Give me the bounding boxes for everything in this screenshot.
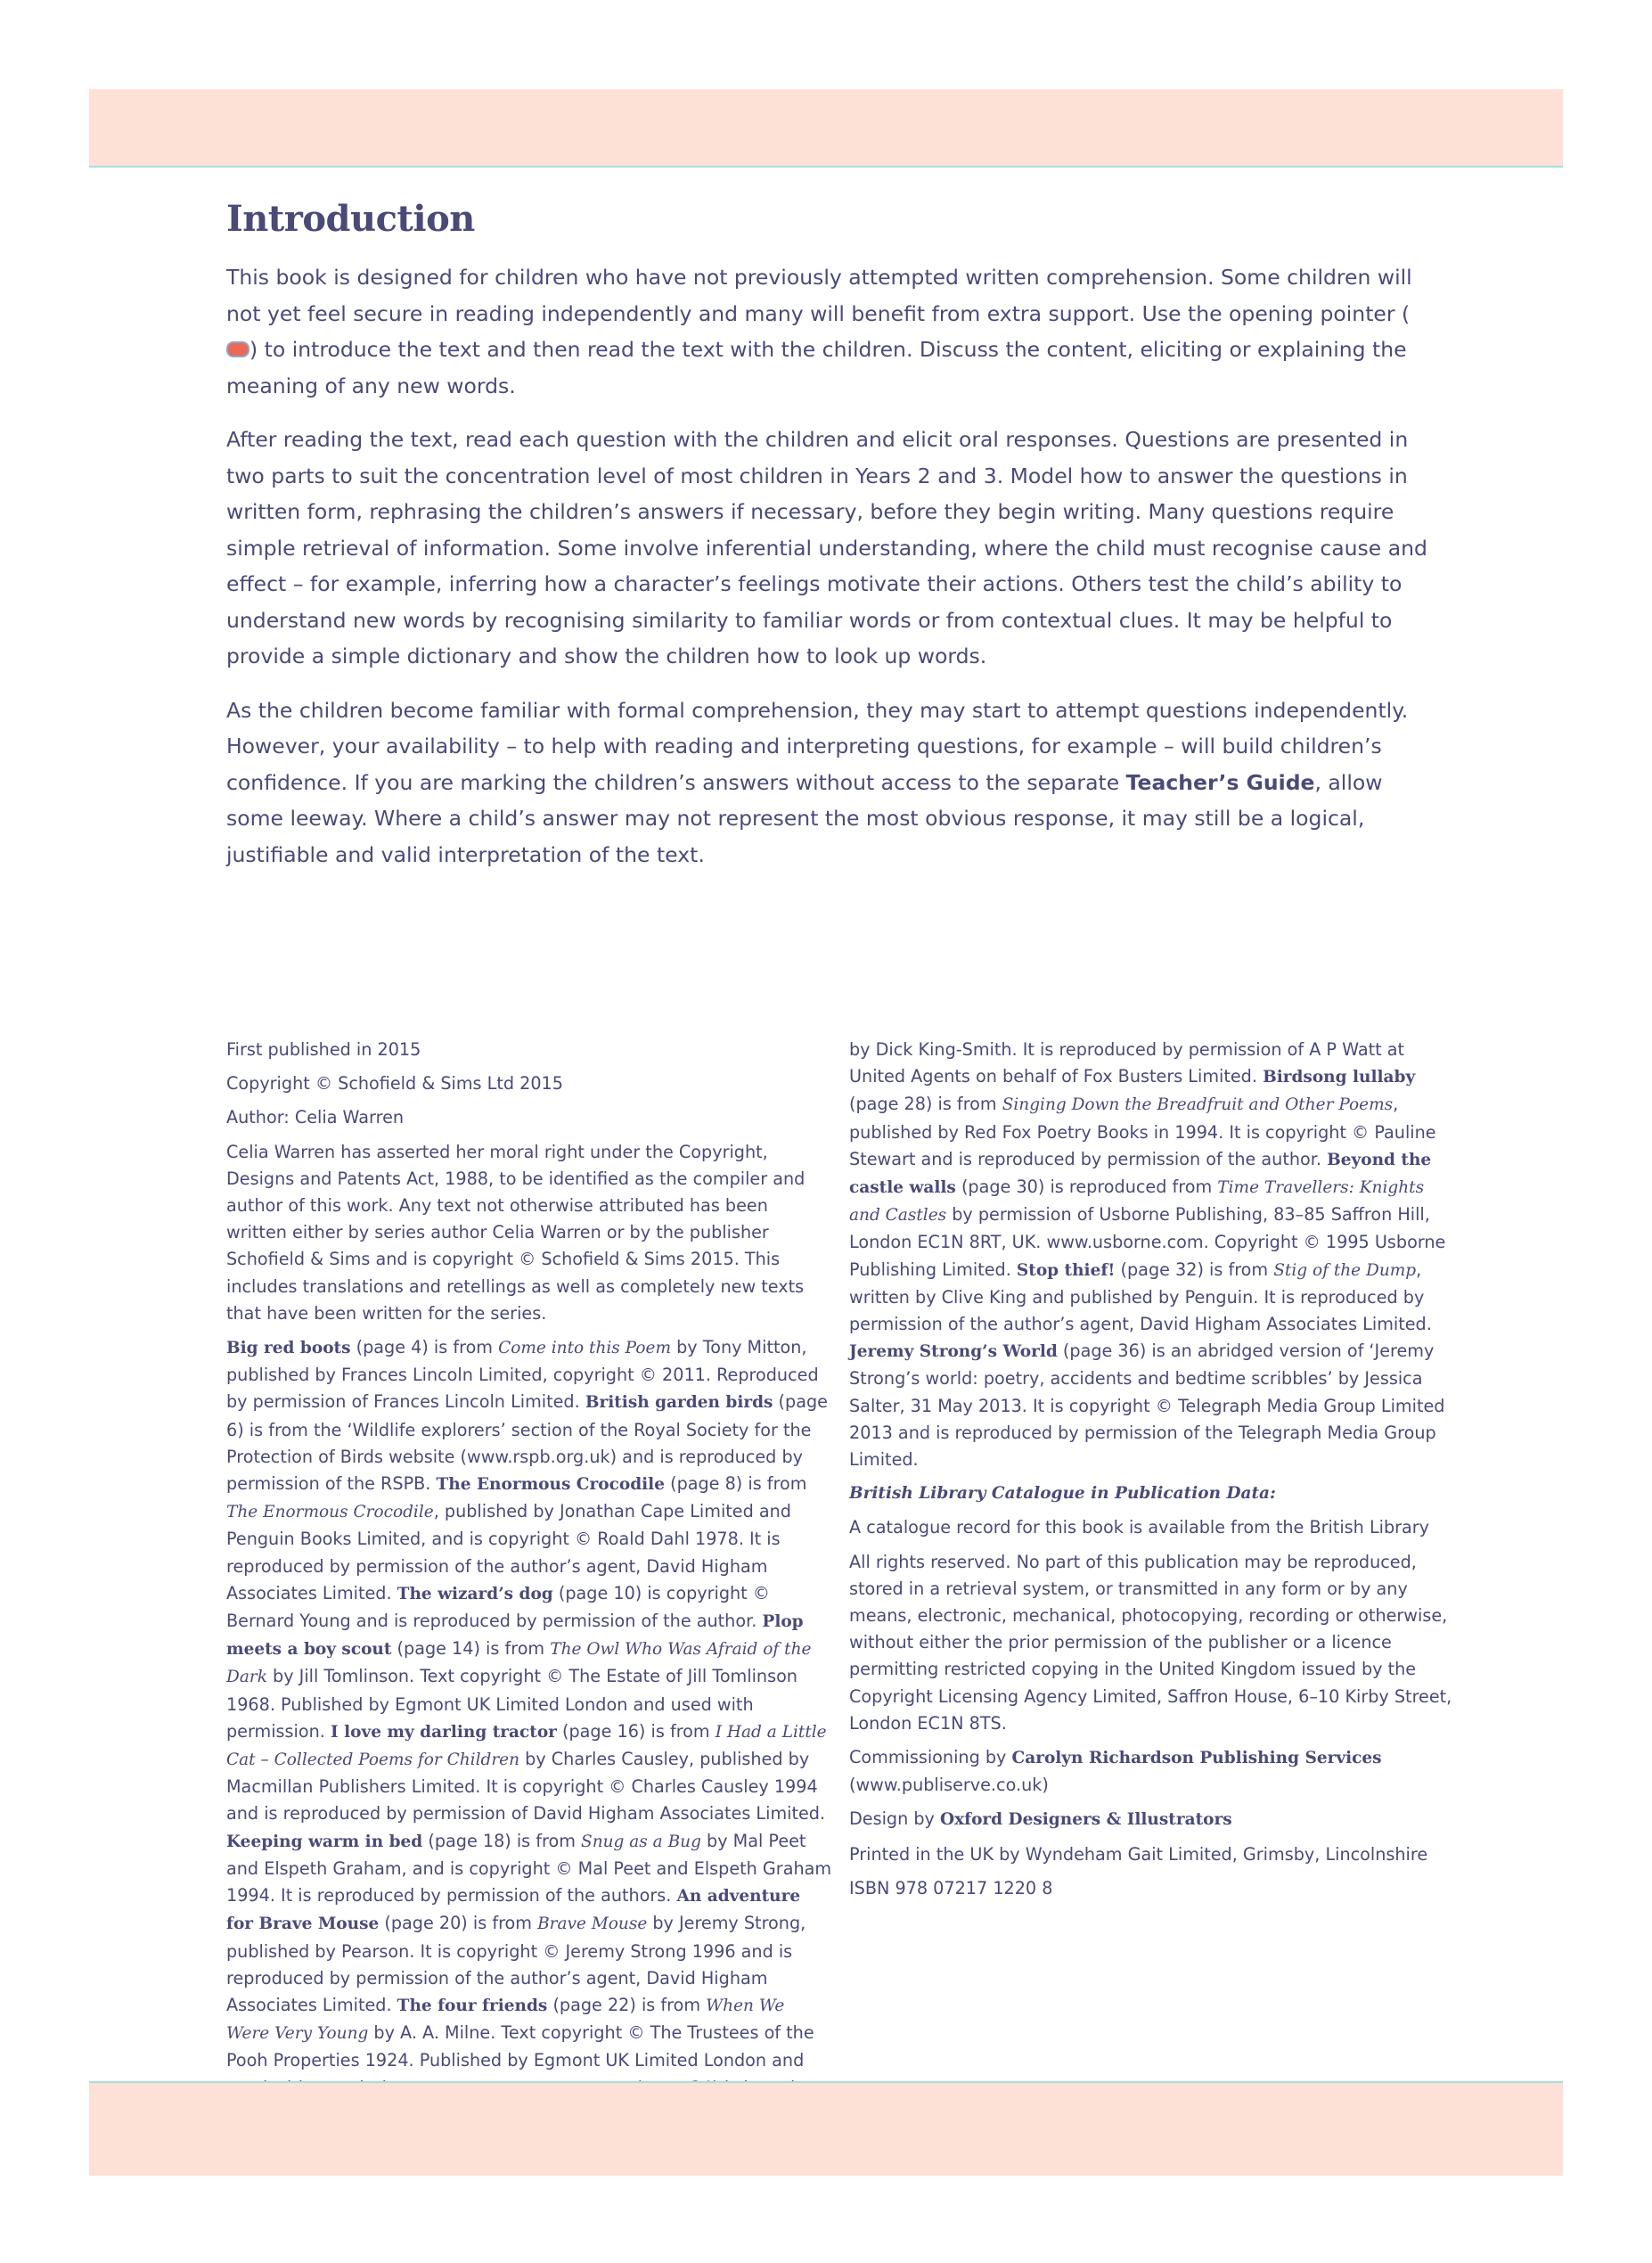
source-title: When We Were Very Young	[226, 1996, 785, 2044]
acknowledged-title: The Enormous Crocodile	[436, 1475, 665, 1495]
acknowledged-title: Big red boots	[226, 1339, 351, 1358]
source-title: Singing Down the Breadfruit and Other Poems	[1002, 1095, 1394, 1115]
opening-pointer-icon	[226, 341, 249, 357]
teachers-guide-title: Teacher’s Guide	[1125, 769, 1315, 795]
intro-paragraph-3: As the children become familiar with formal comprehension, they may start to attempt questions independently. However, your availability – to help with reading and interpreting questions, for example – will build children’s confidence. If you are marking the children’s answers without access to the separate Teacher’s Guide, allow some leeway. Where a child’s answer may not represent the most obvious response, it may still be a logical, justifiable and valid interpretation of the text.	[226, 697, 1409, 867]
acknowledged-title: Keeping warm in bed	[226, 1832, 423, 1851]
printed-line: Printed in the UK by Wyndeham Gait Limited, Grimsby, Lincolnshire	[849, 1843, 1428, 1865]
acknowledged-title: I love my darling tractor	[330, 1722, 557, 1742]
commissioning-line: Commissioning by Carolyn Richardson Publishing Services (www.publiserve.co.uk)	[849, 1747, 1382, 1796]
source-title: Brave Mouse	[537, 1915, 648, 1934]
isbn-line: ISBN 978 07217 1220 8	[849, 1877, 1053, 1898]
acknowledgements-part-1: Big red boots (page 4) is from Come into this Poem by Tony Mitton, published by Frances Lincoln Limited, copyright © 2011. Reproduced by permission of Frances Lincoln Limited. British garden birds (page 6) is from the ‘Wildlife explorers’ section of the Royal Society for the Protection of Birds website (www.rspb.org.uk) and is reproduced by permission of the RSPB. The Enormous Crocodile (page 8) is from The Enormous Crocodile, published by Jonathan Cape Limited and Penguin Books Limited, and is copyright © Roald Dahl 1978. It is reproduced by permission of the author’s agent, David Higham Associates Limited. The wizard’s dog (page 10) is copyright © Bernard Young and is reproduced by permission of the author. Plop meets a boy scout (page 14) is from The Owl Who Was Afraid of the Dark by Jill Tomlinson. Text copyright © The Estate of Jill Tomlinson 1968. Published by Egmont UK Limited London and used with permission. I love my darling tractor (page 16) is from I Had a Little Cat – Collected Poems for Children by Charles Causley, published by Macmillan Publishers Limited. It is copyright © Charles Causley 1994 and is reproduced by permission of David Higham Associates Limited. Keeping warm in bed (page 18) is from Snug as a Bug by Mal Peet and Elspeth Graham, and is copyright © Mal Peet and Elspeth Graham 1994. It is reproduced by permission of the authors. An adventure for Brave Mouse (page 20) is from Brave Mouse by Jeremy Strong, published by Pearson. It is copyright © Jeremy Strong 1996 and is reproduced by permission of the author’s agent, David Higham Associates Limited. The four friends (page 22) is from When We Were Very Young by A. A. Milne. Text copyright © The Trustees of the Pooh Properties 1924. Published by Egmont UK Limited London and	[226, 1334, 832, 2158]
introduction-section	[226, 198, 1431, 890]
acknowledged-title: An adventure for Brave Mouse	[226, 1887, 801, 1934]
acknowledged-title: Plop meets a boy scout	[226, 1612, 804, 1660]
acknowledged-title: The four friends	[397, 1996, 548, 2015]
source-title: Snug as a Bug	[581, 1832, 701, 1851]
header-band	[89, 89, 1563, 168]
first-published: First published in 2015	[226, 1039, 421, 1060]
source-title: Time Travellers: Knights and Castles	[849, 1178, 1425, 1226]
acknowledgements-part-2: by Dick King-Smith. It is reproduced by permission of A P Watt at United Agents on behalf of Fox Busters Limited. Birdsong lullaby (page 28) is from Singing Down the Breadfruit and Other Poems, published by Red Fox Poetry Books in 1994. It is copyright © Pauline Stewart and is reproduced by permission of the author. Beyond the castle walls (page 30) is reproduced from Time Travellers: Knights and Castles by permission of Usborne Publishing, 83–85 Saffron Hill, London EC1N 8RT, UK. www.usborne.com. Copyright © 1995 Usborne Publishing Limited. Stop thief! (page 32) is from Stig of the Dump, written by Clive King and published by Penguin. It is reproduced by permission of the author’s agent, David Higham Associates Limited. Jeremy Strong’s World (page 36) is an abridged version of ‘Jeremy Strong’s world: poetry, accidents and bedtime scribbles’ by Jessica Salter, 31 May 2013. It is copyright © Telegraph Media Group Limited 2013 and is reproduced by permission of the Telegraph Media Group Limited.	[849, 1039, 1446, 1471]
imprint-left-column	[226, 1037, 832, 2165]
acknowledged-title: Stop thief!	[1016, 1260, 1116, 1280]
acknowledged-title: British garden birds	[585, 1393, 773, 1413]
source-title: Stig of the Dump	[1273, 1260, 1417, 1280]
acknowledged-title: Birdsong lullaby	[1263, 1068, 1416, 1087]
cip-text: A catalogue record for this book is available from the British Library	[849, 1517, 1430, 1538]
acknowledged-title: The wizard’s dog	[397, 1584, 553, 1603]
imprint-right-column	[849, 1037, 1455, 1909]
acknowledged-title: Jeremy Strong’s World	[849, 1342, 1058, 1362]
source-title: Come into this Poem	[498, 1339, 672, 1358]
source-title: The Owl Who Was Afraid of the Dark	[226, 1640, 812, 1687]
acknowledged-title: Beyond the castle walls	[849, 1150, 1432, 1198]
moral-right-statement: Celia Warren has asserted her moral right under the Copyright, Designs and Patents Act, 1988, to be identified as the compiler and author of this work. Any text not otherwise attributed has been written either by series author Celia Warren or by the publisher Schofield & Sims and is copyright © Schofield & Sims 2015. This includes translations and retellings as well as completely new texts that have been written for the series.	[226, 1141, 806, 1324]
source-title: I Had a Little Cat – Collected Poems for Children	[226, 1722, 827, 1770]
design-line: Design by Oxford Designers & Illustrators	[849, 1808, 1232, 1830]
author-line: Author: Celia Warren	[226, 1107, 405, 1128]
source-title: The Enormous Crocodile	[226, 1503, 434, 1522]
footer-band	[89, 2081, 1563, 2176]
intro-paragraph-1: This book is designed for children who have not previously attempted written comprehension. Some children will not yet feel secure in reading independently and many will benefit from extra support. Use the opening pointer () to introduce the text and then read the text with the children. Discuss the content, eliciting or explaining the meaning of any new words.	[226, 265, 1412, 398]
page-title: Introduction	[226, 198, 475, 240]
intro-paragraph-2: After reading the text, read each question with the children and elicit oral responses. Questions are presented in two parts to suit the concentration level of most children in Years 2 and 3. Model how to answer the questions in written form, rephrasing the children’s answers if necessary, before they begin writing. Many questions require simple retrieval of information. Some involve inferential understanding, where the child must recognise cause and effect – for example, inferring how a character’s feelings motivate their actions. Others test the child’s ability to understand new words by recognising similarity to familiar words or from contextual clues. It may be helpful to provide a simple dictionary and show the children how to look up words.	[226, 427, 1427, 668]
rights-statement: All rights reserved. No part of this publication may be reproduced, stored in a retrieval system, or transmitted in any form or by any means, electronic, mechanical, photocopying, recording or otherwise, without either the prior permission of the publisher or a licence permitting restricted copying in the United Kingdom issued by the Copyright Licensing Agency Limited, Saffron House, 6–10 Kirby Street, London EC1N 8TS.	[849, 1551, 1452, 1734]
cip-heading: British Library Catalogue in Publication Data:	[849, 1484, 1276, 1504]
copyright-line: Copyright © Schofield & Sims Ltd 2015	[226, 1073, 563, 1095]
